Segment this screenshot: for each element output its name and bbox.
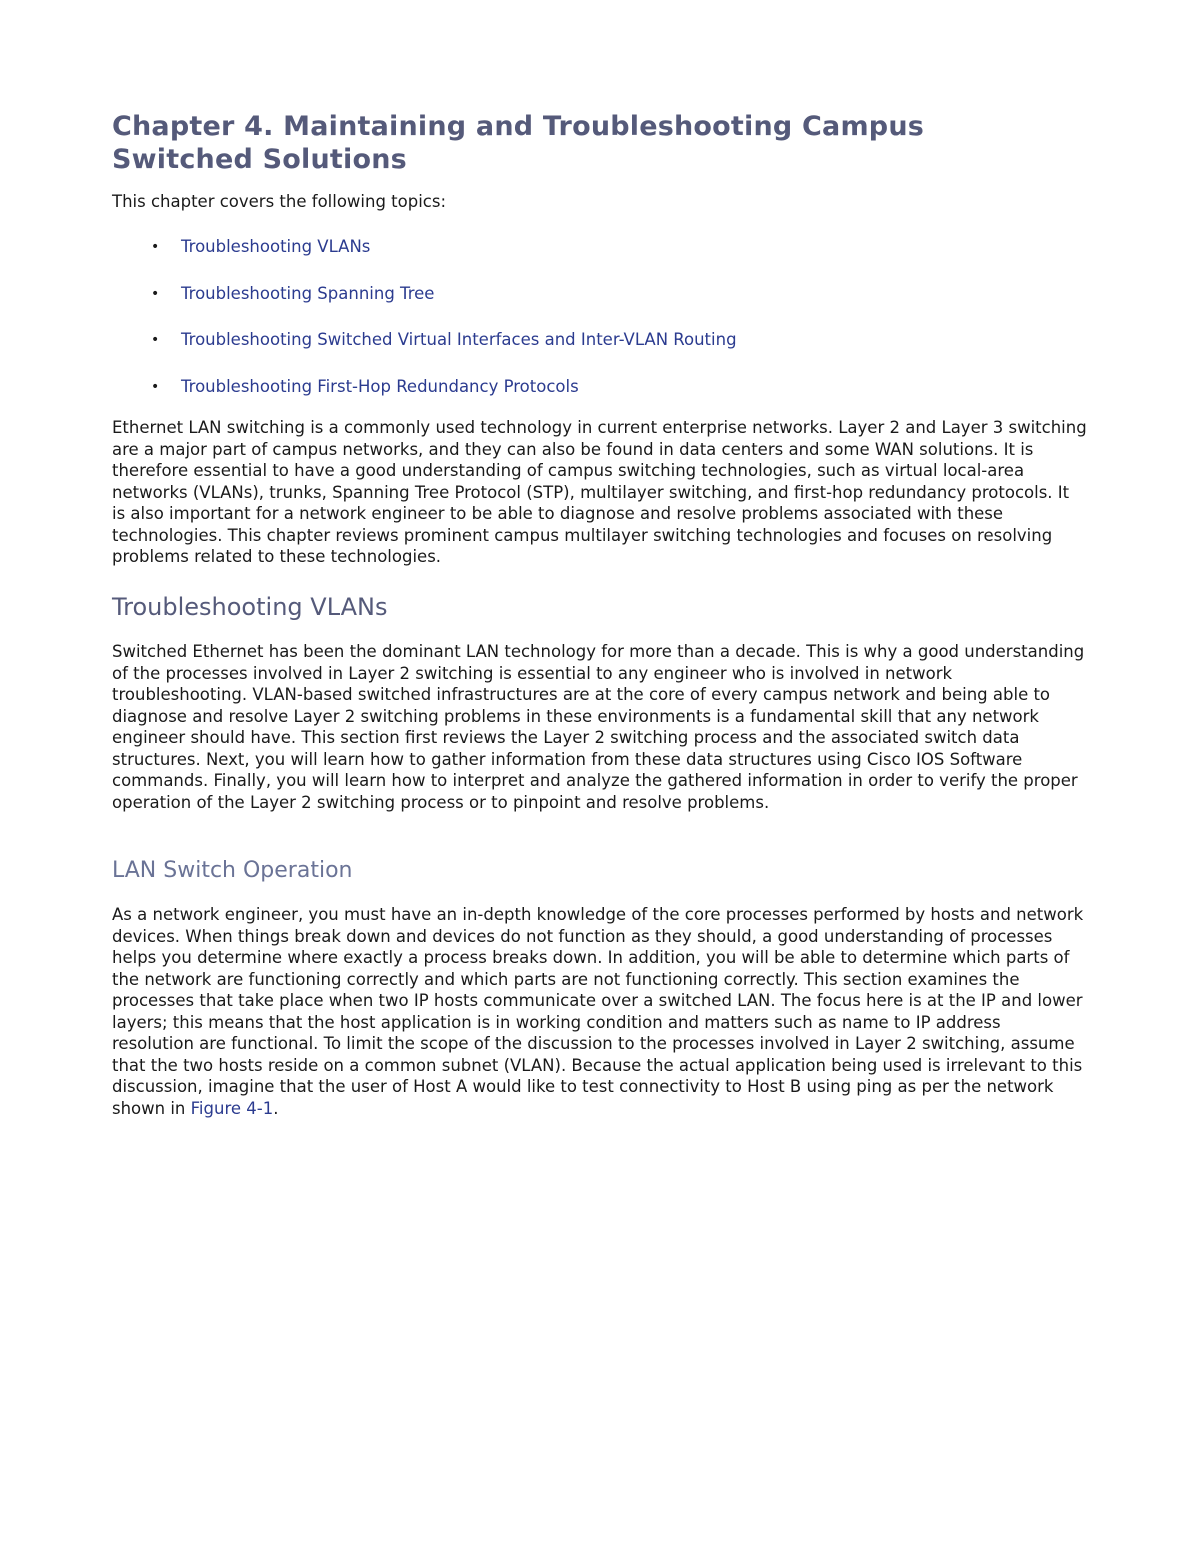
- list-item: [112, 327, 1012, 374]
- topics-list: [112, 234, 1012, 420]
- vlans-paragraph: Switched Ethernet has been the dominant LAN technology for more than a decade. This is why a good understanding of the processes involved in Layer 2 switching is essential to any engineer who is involved in network troubleshooting. VLAN-based switched infrastructures are at the core of every campus network and being able to diagnose and resolve Layer 2 switching problems in these environments is a fundamental skill that any network engineer should have. This section first reviews the Layer 2 switching process and the associated switch data structures. Next, you will learn how to gather information from these data structures using Cisco IOS Software commands. Finally, you will learn how to interpret and analyze the gathered information in order to verify the proper operation of the Layer 2 switching process or to pinpoint and resolve problems.: [112, 642, 1085, 812]
- topic-link-svi-inter-vlan[interactable]: Troubleshooting Switched Virtual Interfaces and Inter-VLAN Routing: [181, 330, 737, 350]
- figure-4-1-link[interactable]: Figure 4-1: [190, 1098, 274, 1118]
- bullet-icon: •: [151, 378, 160, 395]
- topic-link-spanning-tree[interactable]: Troubleshooting Spanning Tree: [181, 283, 435, 303]
- list-item: [112, 374, 1012, 421]
- bullet-icon: •: [151, 332, 160, 349]
- topic-link-vlans[interactable]: Troubleshooting VLANs: [181, 237, 371, 256]
- subsection-title-lan-switch-operation: LAN Switch Operation: [112, 858, 353, 883]
- chapter-intro: This chapter covers the following topics:: [112, 192, 447, 211]
- lan-switch-paragraph-text: As a network engineer, you must have an in-depth knowledge of the core processes performed by hosts and network devices. When things break down and devices do not function as they should, a good understanding of processes helps you determine where exactly a process breaks down. In addition, you will be able to determine which parts of the network are functioning correctly and which parts are not functioning correctly. This section examines the processes that take place when two IP hosts communicate over a switched LAN. The focus here is at the IP and lower layers; this means that the host application is in working condition and matters such as name to IP address resolution are functional. To limit the scope of the discussion to the processes involved in Layer 2 switching, assume that the two hosts reside on a common subnet (VLAN). Because the actual application being used is irrelevant to this discussion, imagine that the user of Host A would like to test connectivity to Host B using ping as per the network shown in: [112, 905, 1084, 1118]
- list-item: [112, 234, 1012, 281]
- section-title-vlans: Troubleshooting VLANs: [112, 593, 388, 621]
- lan-switch-paragraph: [112, 904, 1087, 1119]
- chapter-title: Chapter 4. Maintaining and Troubleshooting Campus Switched Solutions: [112, 111, 925, 175]
- bullet-icon: •: [151, 285, 160, 302]
- chapter-overview-paragraph: Ethernet LAN switching is a commonly used technology in current enterprise networks. Layer 2 and Layer 3 switching are a major part of campus networks, and they can also be found in data centers and some WAN solutions. It is therefore essential to have a good understanding of campus switching technologies, such as virtual local-area networks (VLANs), trunks, Spanning Tree Protocol (STP), multilayer switching, and first-hop redundancy protocols. It is also important for a network engineer to be able to diagnose and resolve problems associated with these technologies. This chapter reviews prominent campus multilayer switching technologies and focuses on resolving problems related to these technologies.: [112, 418, 1087, 566]
- topic-link-fhrp[interactable]: Troubleshooting First-Hop Redundancy Protocols: [181, 376, 579, 396]
- bullet-icon: •: [151, 239, 160, 255]
- lan-switch-paragraph-end: .: [273, 1098, 279, 1118]
- list-item: [112, 281, 1012, 328]
